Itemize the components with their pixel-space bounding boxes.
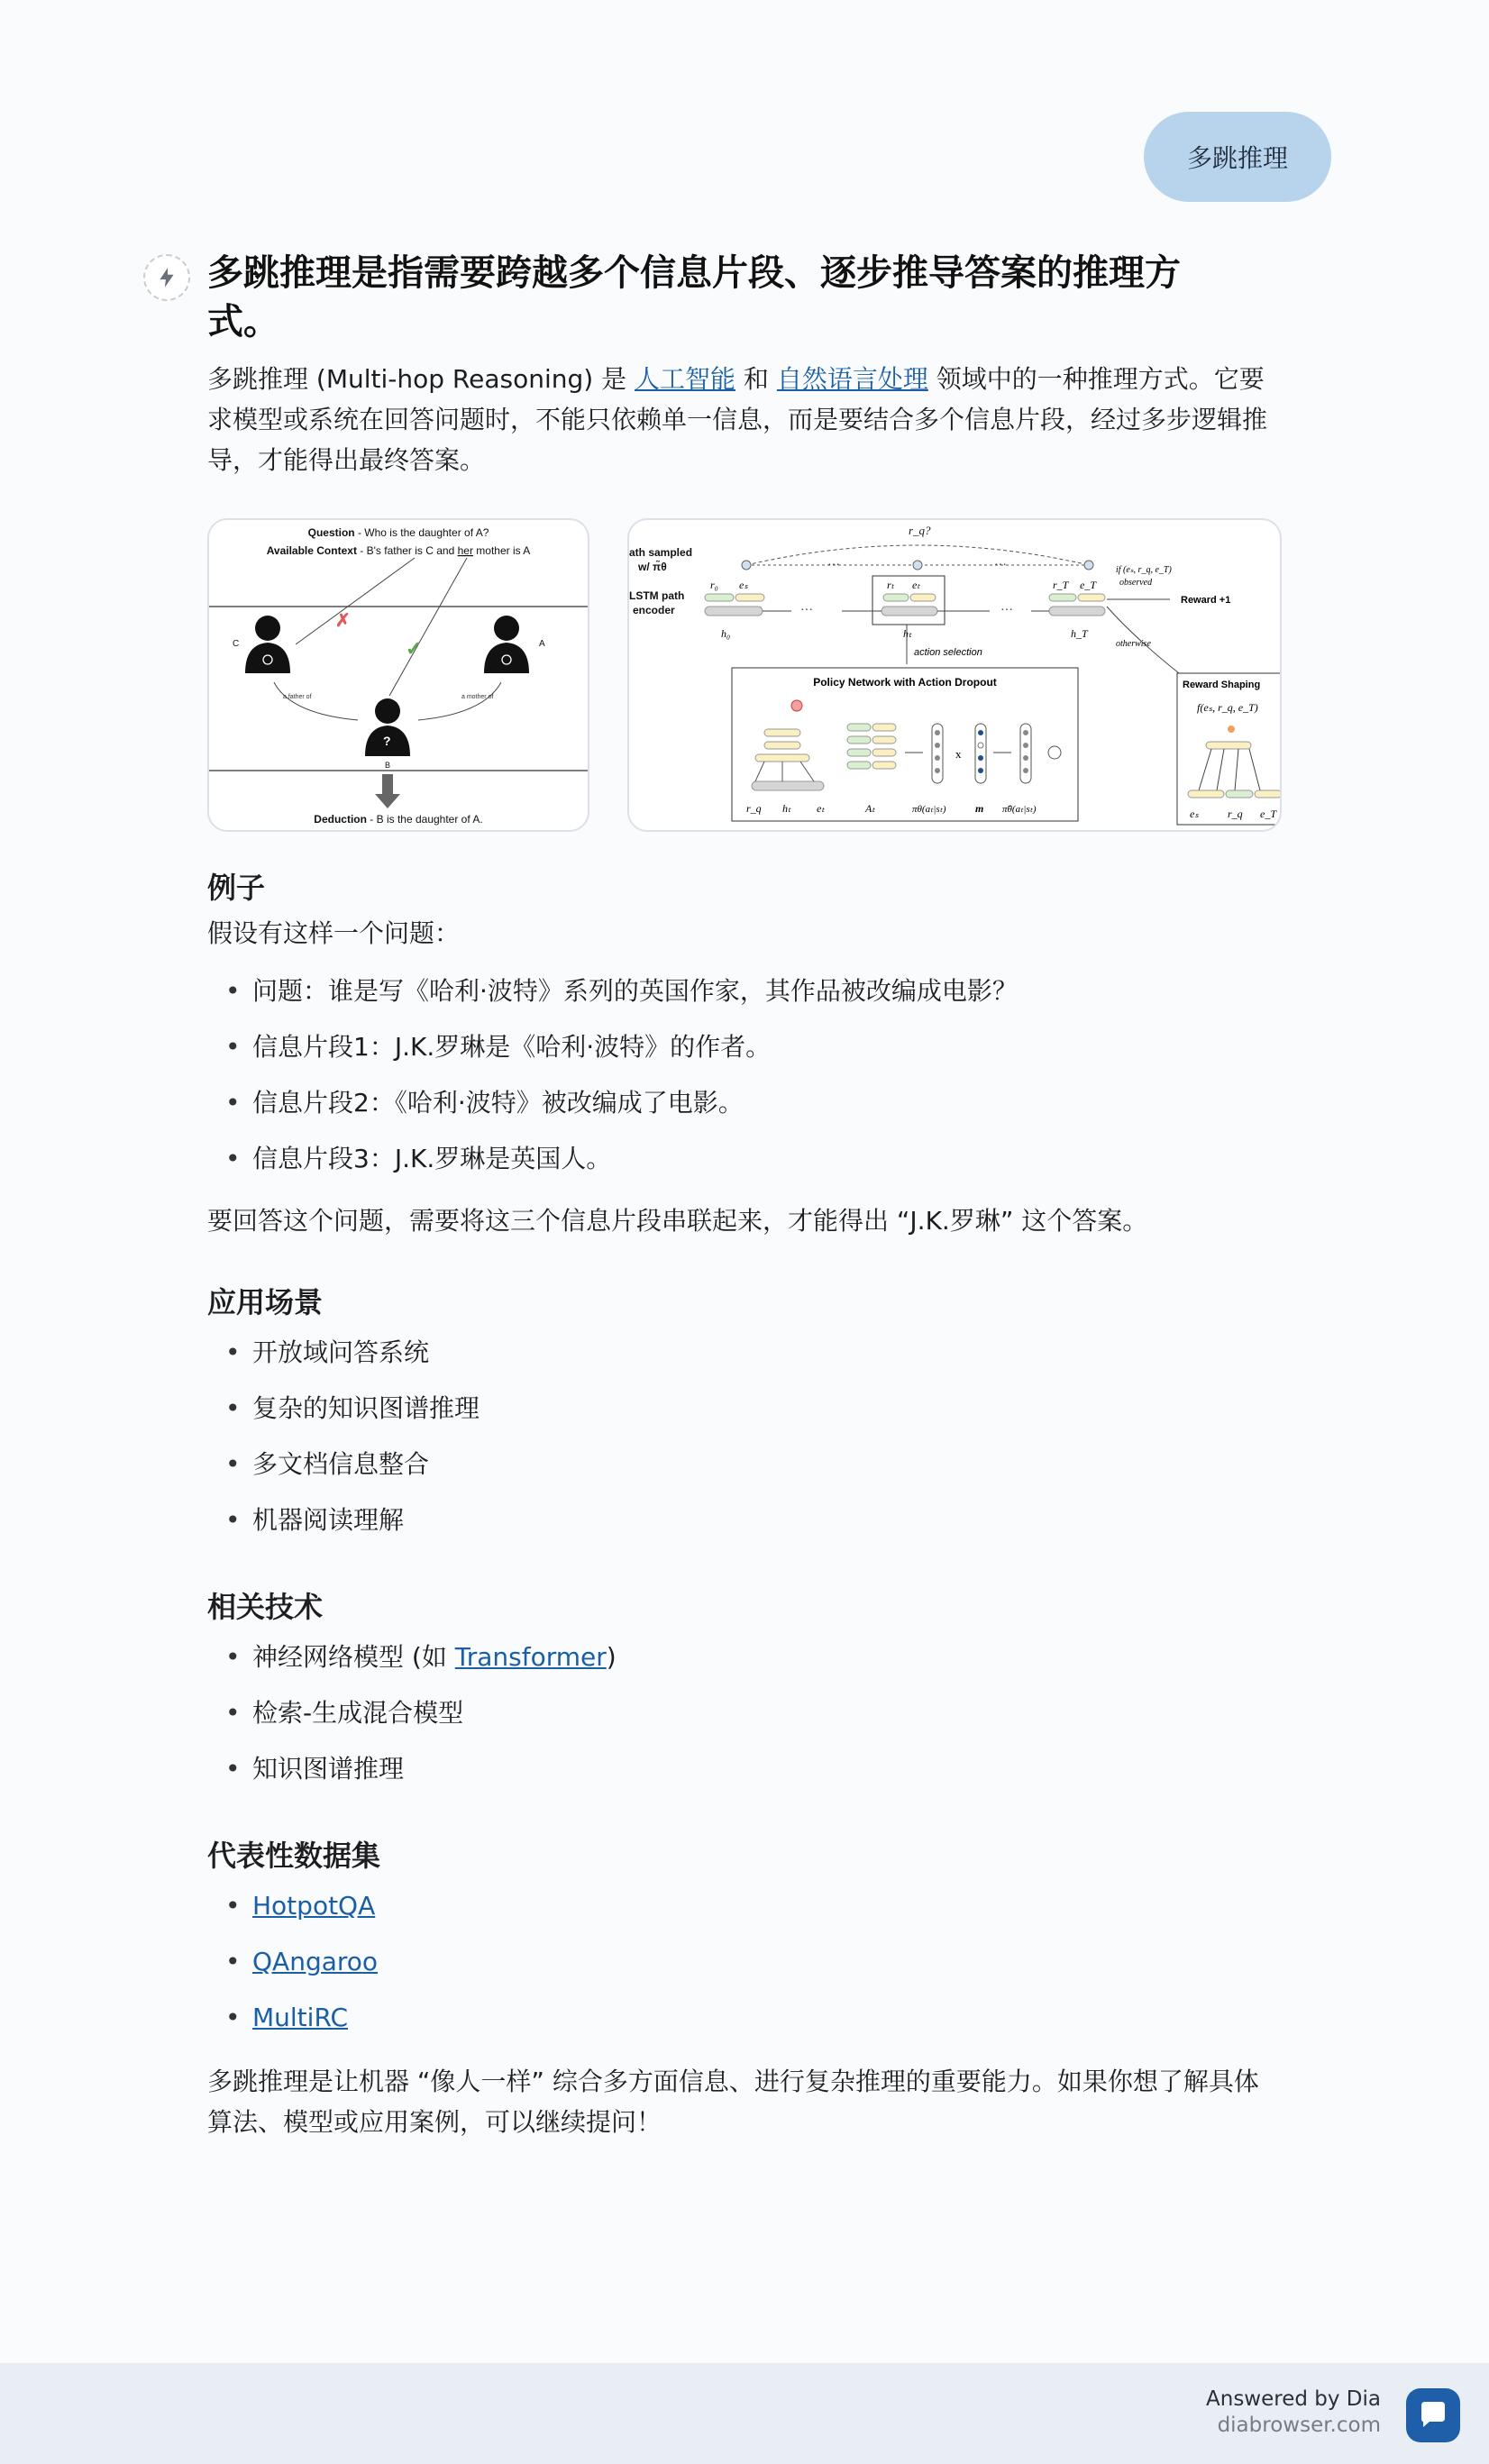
list-item xyxy=(207,1639,1282,1675)
fig1-edge-wrong xyxy=(296,558,415,644)
list-item: • 知识图谱推理 xyxy=(207,1751,1282,1787)
section-title-datasets: 代表性数据集 xyxy=(207,1839,381,1873)
fig2-embed-es xyxy=(735,594,764,601)
fig2-node-mid xyxy=(913,561,922,570)
fig2-node-start xyxy=(742,561,751,570)
intro-text-3: 领域中的一种推理方式。它要求模型或系统在回答问题时，不能只依赖单一信息，而是要结合多个信息片段，经过多步逻辑推导，才能得出最终答案。 xyxy=(207,364,1268,475)
fig2-reward-shaping: Reward Shaping xyxy=(1183,680,1261,690)
datasets-list xyxy=(207,1888,1282,2036)
fig2-lbl-m: m xyxy=(975,802,984,815)
intro-text-2: 和 xyxy=(735,364,777,394)
section-datasets xyxy=(207,1836,1282,2036)
fig1-question: Question - Who is the daughter of A? xyxy=(307,526,489,539)
list-item: • 信息片段3：J.K.罗琳是英国人。 xyxy=(207,1141,1282,1177)
fig1-context: Available Context - B's father is C and her mother is A xyxy=(266,544,531,557)
answer-content xyxy=(207,249,1282,2142)
example-intro: 假设有这样一个问题： xyxy=(207,918,461,948)
fig2-policy-title: Policy Network with Action Dropout xyxy=(813,676,997,689)
site-link[interactable]: diabrowser.com xyxy=(1217,2414,1381,2437)
footer-bar xyxy=(0,2363,1489,2464)
fig2-ht: hₜ xyxy=(903,627,912,640)
list-item: • 检索-生成混合模型 xyxy=(207,1695,1282,1731)
list-item: • 问题：谁是写《哈利·波特》系列的英国作家，其作品被改编成电影？ xyxy=(207,973,1282,1009)
fig2-reward: Reward +1 xyxy=(1181,595,1231,606)
fig2-hT: h_T xyxy=(1071,627,1088,640)
figure-policy-network[interactable] xyxy=(627,518,1282,832)
fig1-down-arrow-icon xyxy=(375,774,400,808)
answer-headline: 多跳推理是指需要跨越多个信息片段、逐步推导答案的推理方式。 xyxy=(207,252,1181,342)
link-qangaroo[interactable]: QAngaroo xyxy=(252,1947,379,1976)
fig2-otherwise: otherwise xyxy=(1116,639,1151,649)
fig2-dots-1: ··· xyxy=(827,559,840,572)
dia-lightning-icon xyxy=(143,254,190,301)
fig2-policy-mlp-icon xyxy=(752,700,824,790)
user-query-bubble xyxy=(1144,112,1331,202)
fig1-node-c: C xyxy=(233,639,240,649)
fig2-f-label: f(eₛ, r_q, e_T) xyxy=(1197,701,1258,714)
person-a-icon xyxy=(484,616,529,673)
example-conclusion: 要回答这个问题，需要将这三个信息片段串联起来，才能得出 “J.K.罗琳” 这个答案。 xyxy=(207,1206,1148,1236)
link-ai[interactable]: 人工智能 xyxy=(635,364,736,394)
fig1-node-a: A xyxy=(539,639,545,649)
related-item1-suffix: ) xyxy=(606,1642,617,1672)
answered-by xyxy=(1206,2386,1381,2439)
list-item: • 机器阅读理解 xyxy=(207,1502,1282,1538)
link-hotpotqa[interactable]: HotpotQA xyxy=(252,1891,376,1921)
list-item: • 开放域问答系统 xyxy=(207,1335,1282,1371)
fig2-et: eₜ xyxy=(912,579,920,591)
fig2-times: x xyxy=(955,747,962,761)
section-title-example: 例子 xyxy=(207,871,266,905)
list-item xyxy=(207,1888,1282,1924)
fig2-action-selection: action selection xyxy=(914,647,982,658)
fig2-es: eₛ xyxy=(739,579,748,591)
fig2-rT: r_T xyxy=(1053,579,1069,591)
fig2-lbl-pi: πθ(aₜ|sₜ) xyxy=(912,804,946,815)
chat-button[interactable] xyxy=(1406,2388,1460,2442)
related-list xyxy=(207,1639,1282,1787)
fig2-rq: r_q? xyxy=(909,524,931,537)
svg-text:?: ? xyxy=(383,734,391,748)
fig2-reward-mlp-icon xyxy=(1188,726,1280,798)
fig2-embed-et xyxy=(910,594,936,601)
fig2-action-embeddings-icon xyxy=(847,724,896,769)
fig2-observed: observed xyxy=(1119,578,1153,588)
fig2-r0: r₀ xyxy=(710,579,718,591)
applications-list xyxy=(207,1335,1282,1538)
closing-paragraph: 多跳推理是让机器 “像人一样” 综合多方面信息、进行复杂推理的重要能力。如果你想了解具体算法、模型或应用案例，可以继续提问！ xyxy=(207,2067,1259,2137)
fig2-lbl-ht: hₜ xyxy=(782,802,791,815)
fig1-edge-right xyxy=(389,558,467,696)
fig1-check-icon: ✓ xyxy=(406,637,423,660)
intro-text-1: 多跳推理 (Multi-hop Reasoning) 是 xyxy=(207,364,635,394)
user-query-text: 多跳推理 xyxy=(1186,143,1288,173)
fig2-rt: rₜ xyxy=(887,579,895,591)
person-b-icon xyxy=(365,698,410,756)
fig1-edge-father xyxy=(274,682,358,720)
list-item xyxy=(207,1944,1282,1980)
section-applications xyxy=(207,1282,1282,1538)
fig2-embed-eT xyxy=(1078,594,1105,601)
fig2-if-cond: if (eₛ, r_q, e_T) xyxy=(1116,565,1172,575)
list-item: • 信息片段1：J.K.罗琳是《哈利·波特》的作者。 xyxy=(207,1029,1282,1065)
fig1-edge-right-label: a mother of xyxy=(461,694,494,700)
fig2-dots-2: ··· xyxy=(994,559,1007,572)
figure-family-relation[interactable] xyxy=(207,518,589,832)
fig2-embed-rt xyxy=(883,594,909,601)
fig2-lstm-cell-0 xyxy=(705,607,763,616)
chat-bubble-icon xyxy=(1417,2400,1449,2431)
list-item: • 复杂的知识图谱推理 xyxy=(207,1391,1282,1427)
section-example xyxy=(207,868,1282,1241)
link-transformer[interactable]: Transformer xyxy=(454,1642,607,1672)
person-c-icon xyxy=(245,616,290,673)
fig2-lstm-cell-t xyxy=(882,607,937,616)
section-title-applications: 应用场景 xyxy=(207,1285,324,1319)
fig2-lstm-cell-T xyxy=(1049,607,1105,616)
figure-row xyxy=(207,518,1282,832)
fig2-lstm-2: encoder xyxy=(633,604,675,616)
fig2-node-end xyxy=(1084,561,1093,570)
fig2-h0: h₀ xyxy=(721,627,731,640)
fig1-edge-mother xyxy=(418,682,501,720)
fig1-node-b: B xyxy=(385,761,391,770)
fig1-edge-left-label: a father of xyxy=(283,694,312,700)
fig2-rs-es: eₛ xyxy=(1190,808,1199,820)
answered-by-text: Answered by Dia xyxy=(1206,2387,1381,2411)
example-list xyxy=(207,973,1282,1177)
list-item: • 信息片段2：《哈利·波特》被改编成了电影。 xyxy=(207,1085,1282,1121)
fig2-embed-rT xyxy=(1049,594,1076,601)
list-item: • 多文档信息整合 xyxy=(207,1446,1282,1483)
section-related xyxy=(207,1587,1282,1787)
fig2-lbl-pit: π̃θ(aₜ|sₜ) xyxy=(1002,804,1037,815)
fig2-lstm-1: LSTM path xyxy=(629,589,685,602)
fig2-rs-eT: e_T xyxy=(1260,808,1276,820)
link-nlp[interactable]: 自然语言处理 xyxy=(776,364,928,394)
link-multirc[interactable]: MultiRC xyxy=(252,2003,349,2032)
fig1-cross-icon: ✗ xyxy=(335,611,351,631)
fig2-lbl-et: eₜ xyxy=(817,802,825,815)
fig1-deduction: Deduction - B is the daughter of A. xyxy=(314,813,483,826)
fig2-path-sampled: ath sampled xyxy=(629,546,693,559)
fig2-probability-vectors-icon xyxy=(905,724,1061,783)
fig2-eT: e_T xyxy=(1080,579,1096,591)
fig2-lbl-At: Aₜ xyxy=(865,802,875,815)
related-item1-prefix: 神经网络模型 (如 xyxy=(252,1642,455,1672)
fig2-embed-r0 xyxy=(705,594,734,601)
fig2-path-w: w/ π̃θ xyxy=(638,561,667,573)
fig2-dots-3: ··· xyxy=(800,604,813,617)
section-title-related: 相关技术 xyxy=(207,1590,324,1624)
list-item xyxy=(207,2000,1282,2036)
fig2-lbl-rq: r_q xyxy=(746,802,762,815)
fig2-rs-rq: r_q xyxy=(1228,808,1243,820)
intro-paragraph xyxy=(207,359,1282,480)
fig2-dots-4: ··· xyxy=(1000,604,1013,617)
